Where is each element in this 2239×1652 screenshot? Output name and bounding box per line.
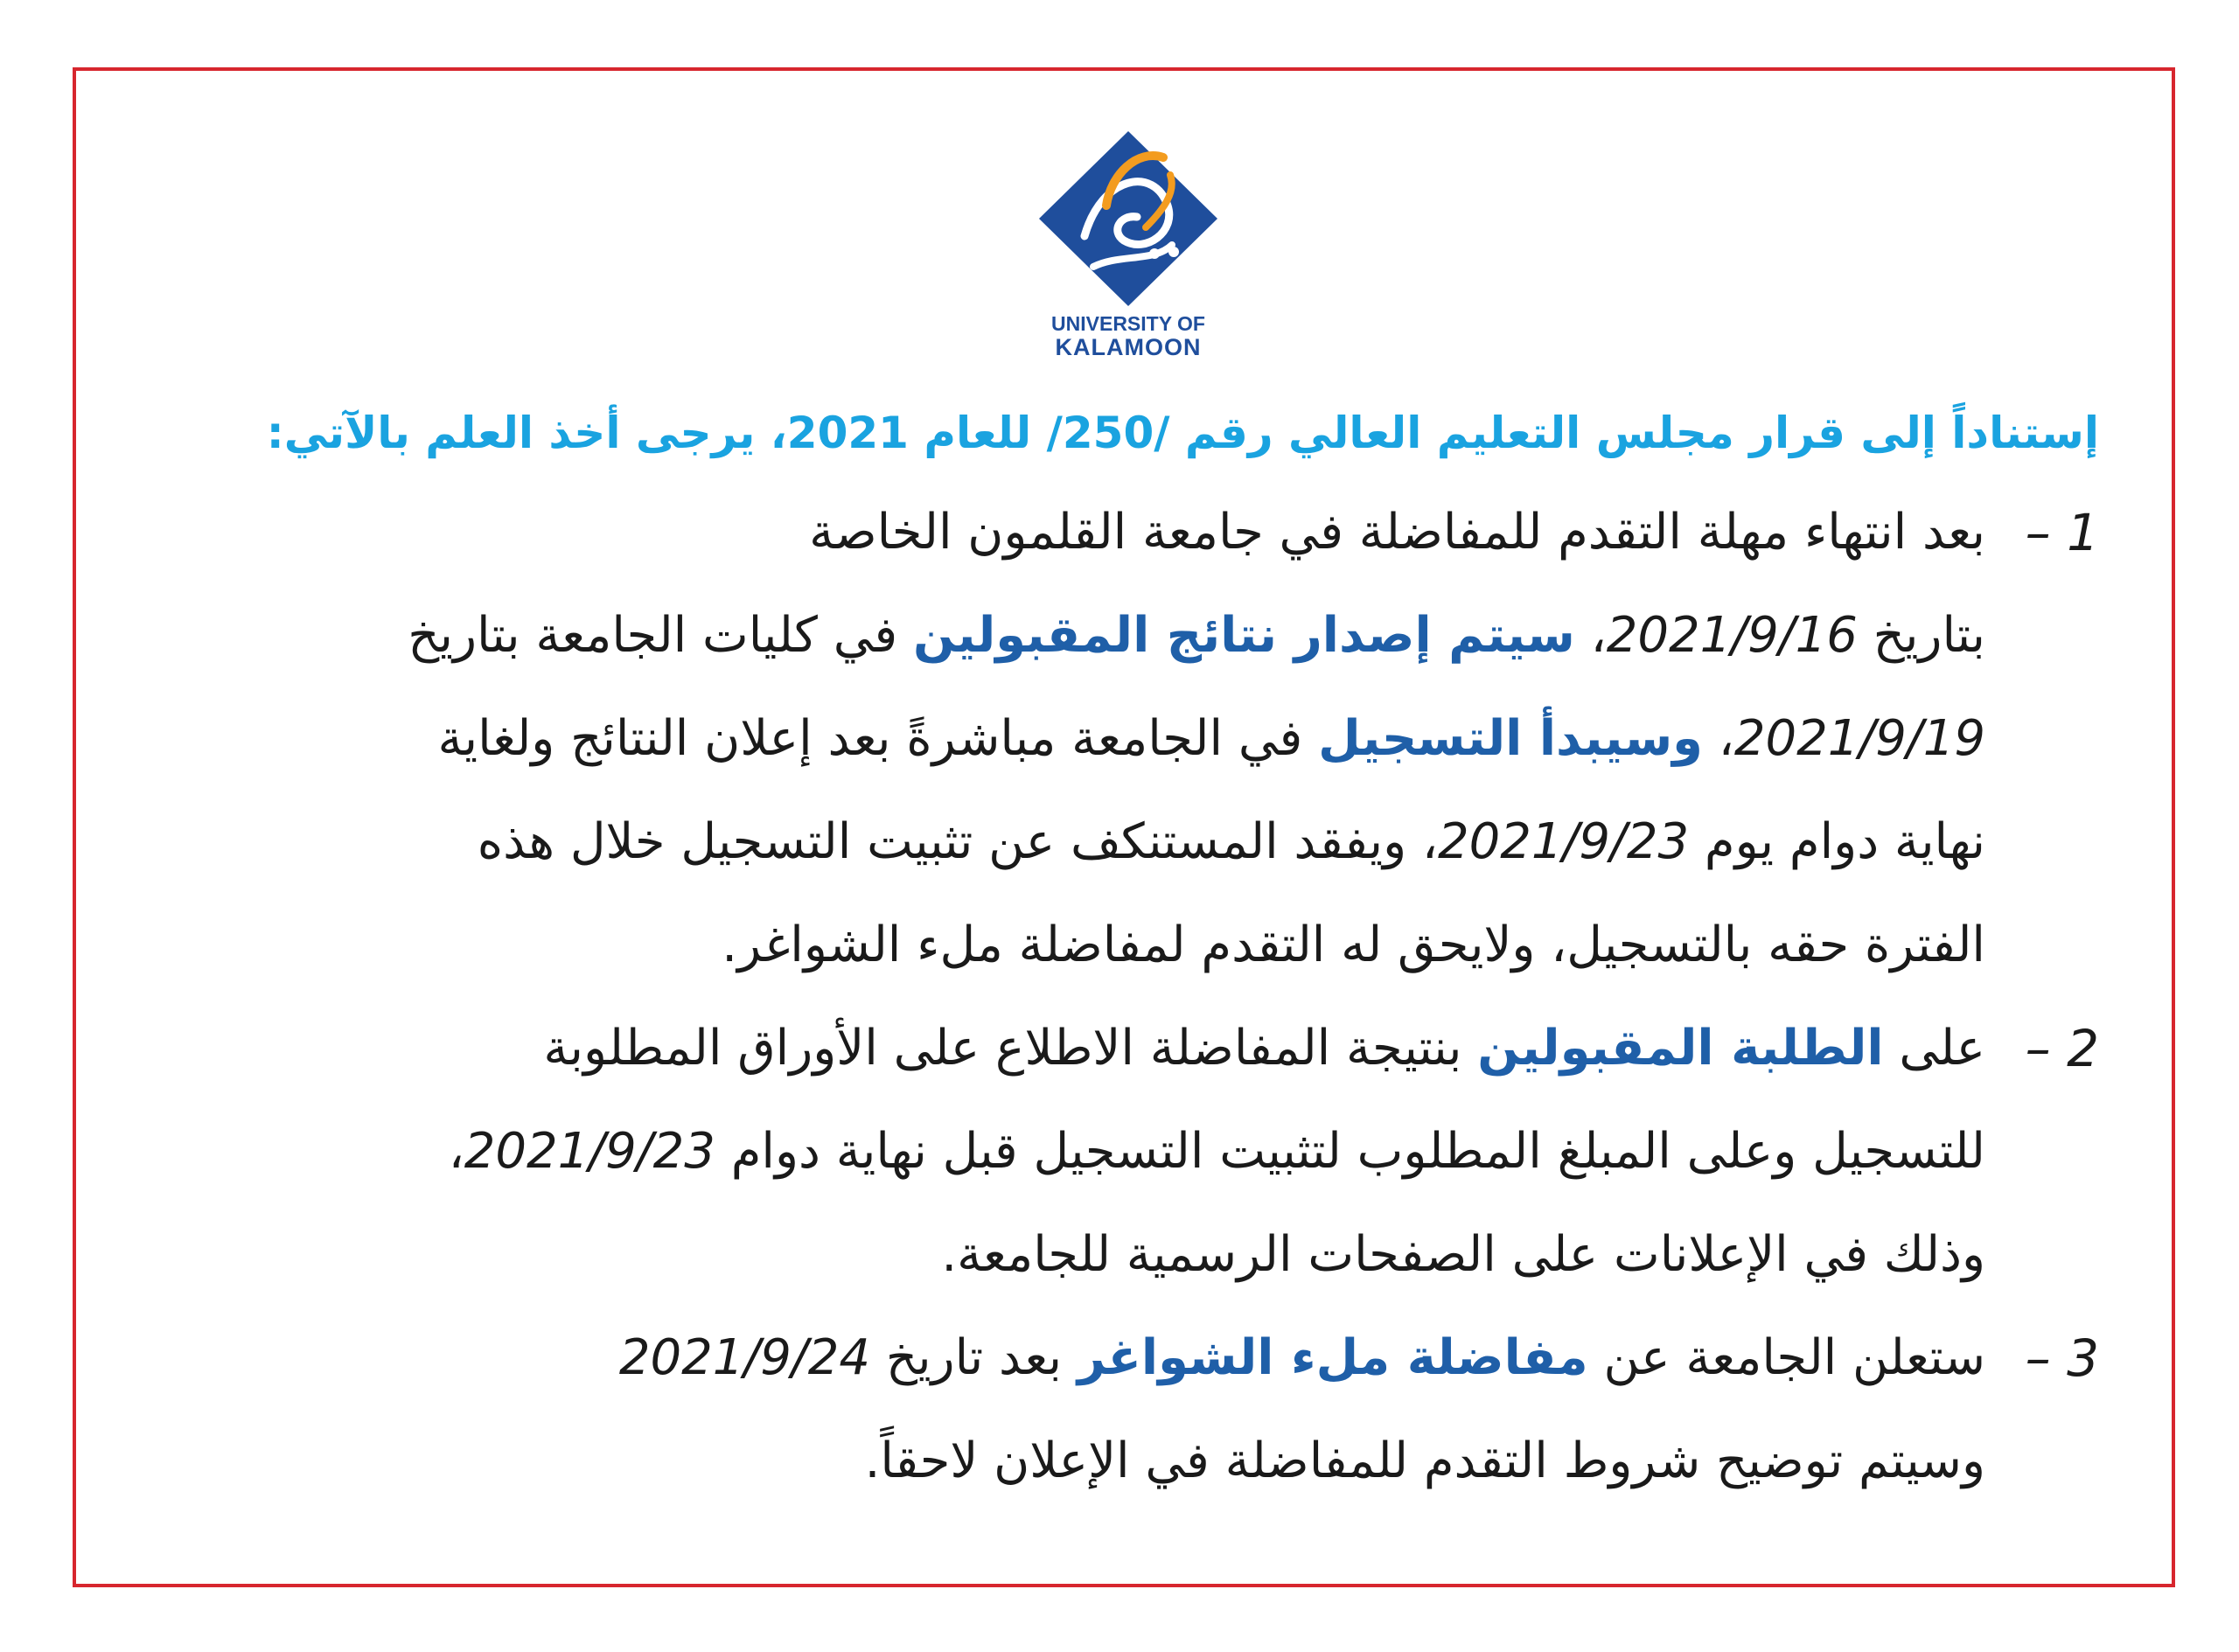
text-segment: ،	[1574, 607, 1607, 664]
date-text: 2021/9/16	[1606, 607, 1858, 664]
item-line	[140, 584, 1985, 687]
highlighted-text: مفاضلة ملء الشواغر	[1077, 1329, 1588, 1386]
text-segment: في كليات الجامعة بتاريخ	[408, 607, 913, 664]
item-number: 3 –	[2025, 1328, 2099, 1388]
announcement-item	[140, 997, 2099, 1307]
item-line	[140, 1100, 1985, 1203]
text-segment: للتسجيل وعلى المبلغ المطلوب لتثبيت التسجيل قبل نهاية دوام	[715, 1123, 1985, 1180]
item-text	[140, 997, 1985, 1307]
logo-emblem-icon	[1023, 122, 1233, 359]
item-line	[140, 1410, 1985, 1513]
text-segment: بنتيجة المفاضلة الاطلاع على الأوراق المطلوبة	[543, 1020, 1478, 1077]
highlighted-text: الطلبة المقبولين	[1477, 1020, 1884, 1077]
item-line	[140, 1307, 1985, 1410]
item-line	[140, 997, 1985, 1100]
announcement-item	[140, 481, 2099, 997]
logo-line1: UNIVERSITY OF	[1051, 312, 1205, 335]
text-segment: ،	[448, 1123, 464, 1180]
announcement-items	[140, 481, 2099, 1513]
announcement-body	[140, 385, 2099, 1513]
text-segment: على	[1883, 1020, 1985, 1077]
logo-line2: KALAMOON	[1055, 334, 1202, 359]
date-text: 2021/9/23	[464, 1123, 715, 1180]
item-text	[140, 481, 1985, 997]
text-segment: وسيتم توضيح شروط التقدم للمفاضلة في الإعلان لاحقاً.	[864, 1432, 1985, 1489]
text-segment: وذلك في الإعلانات على الصفحات الرسمية للجامعة.	[941, 1226, 1985, 1283]
highlighted-text: سيتم إصدار نتائج المقبولين	[912, 607, 1575, 664]
highlighted-text: وسيبدأ التسجيل	[1318, 710, 1703, 767]
item-text	[140, 1307, 1985, 1513]
text-segment: ،	[1702, 710, 1734, 767]
text-segment: بتاريخ	[1857, 607, 1985, 664]
text-segment: نهاية دوام يوم	[1689, 813, 1985, 870]
announcement-intro: إستناداً إلى قرار مجلس التعليم العالي رقم /250/ للعام 2021، يرجى أخذ العلم بالآتي:	[266, 408, 2099, 458]
date-text: 2021/9/19	[1733, 710, 1985, 767]
item-number: 1 –	[2025, 503, 2099, 562]
item-number: 2 –	[2025, 1019, 2099, 1078]
announcement-item	[140, 1307, 2099, 1513]
item-line	[140, 1203, 1985, 1307]
text-segment: الفترة حقه بالتسجيل، ولايحق له التقدم لمفاضلة ملء الشواغر.	[722, 917, 1985, 973]
item-line	[140, 481, 1985, 584]
text-segment: بعد تاريخ	[870, 1329, 1078, 1386]
text-segment: ستعلن الجامعة عن	[1587, 1329, 1985, 1386]
item-line	[140, 894, 1985, 997]
date-text: 2021/9/23	[1437, 813, 1690, 870]
university-logo	[1023, 122, 1233, 359]
text-segment: ، ويفقد المستنكف عن تثبيت التسجيل خلال هذه	[477, 813, 1438, 870]
date-text: 2021/9/24	[618, 1329, 871, 1386]
text-segment: بعد انتهاء مهلة التقدم للمفاضلة في جامعة القلمون الخاصة	[809, 504, 1985, 561]
item-line	[140, 791, 1985, 894]
text-segment: في الجامعة مباشرةً بعد إعلان النتائج ولغاية	[437, 710, 1319, 767]
item-line	[140, 687, 1985, 791]
